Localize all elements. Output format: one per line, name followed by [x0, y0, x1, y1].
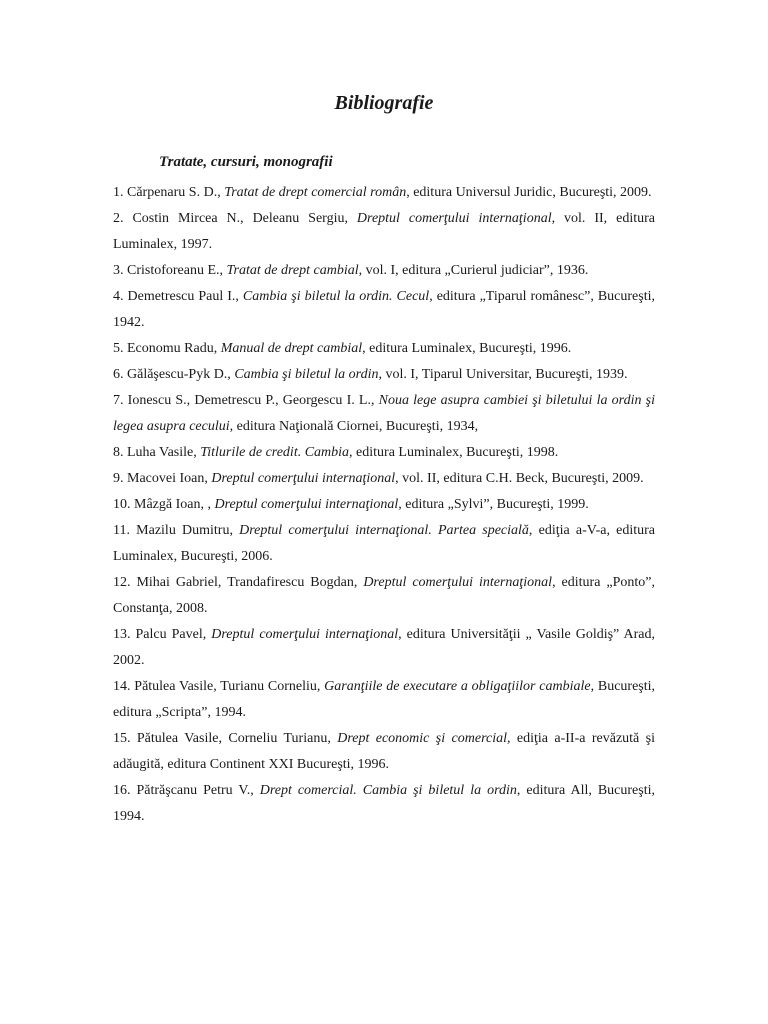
entry-publication-details: , vol. I, editura „Curierul judiciar”, 1936. — [358, 263, 589, 278]
entry-work-title: Drept comercial. Cambia şi biletul la ordin — [259, 783, 517, 798]
bibliography-entry — [113, 362, 655, 388]
entry-work-title: Tratat de drept cambial — [226, 263, 359, 278]
entry-authors: 6. Gălăşescu-Pyk D., — [113, 367, 235, 382]
bibliography-entry — [113, 336, 655, 362]
bibliography-entry — [113, 492, 655, 518]
entry-work-title: Dreptul comerţului internaţional — [356, 211, 552, 226]
entry-work-title: Noua lege asupra cambiei şi biletului la ordin şi legea asupra cecului — [113, 393, 655, 434]
bibliography-entry — [113, 570, 655, 622]
entry-publication-details: , vol. II, editura Luminalex, 1997. — [113, 211, 655, 252]
bibliography-entry — [113, 180, 655, 206]
entry-authors: 16. Pătrăşcanu Petru V., — [113, 783, 260, 798]
bibliography-entry — [113, 778, 655, 830]
entry-authors: 14. Pătulea Vasile, Turianu Corneliu, — [113, 679, 325, 694]
bibliography-entry — [113, 440, 655, 466]
bibliography-entry — [113, 622, 655, 674]
bibliography-entry — [113, 388, 655, 440]
section-heading: Tratate, cursuri, monografii — [159, 154, 333, 170]
entry-authors: 11. Mazilu Dumitru, — [113, 523, 240, 538]
bibliography-list — [113, 180, 655, 830]
entry-work-title: Dreptul comerţului internaţional — [211, 471, 396, 486]
entry-work-title: Dreptul comerţului internaţional. Partea specială — [239, 523, 529, 538]
entry-authors: 3. Cristoforeanu E., — [113, 263, 227, 278]
entry-authors: 4. Demetrescu Paul I., — [113, 289, 243, 304]
entry-work-title: Manual de drept cambial — [220, 341, 363, 356]
entry-publication-details: , editura „Sylvi”, Bucureşti, 1999. — [398, 497, 589, 512]
entry-publication-details: , editura Luminalex, Bucureşti, 1998. — [349, 445, 559, 460]
entry-publication-details: , editura All, Bucureşti, 1994. — [113, 783, 655, 824]
entry-publication-details: , editura Universităţii „ Vasile Goldiş” Arad, 2002. — [113, 627, 655, 668]
entry-publication-details: , editura Universul Juridic, Bucureşti, 2009. — [406, 185, 652, 200]
bibliography-entry — [113, 206, 655, 258]
entry-publication-details: , editura „Tiparul românesc”, Bucureşti, 1942. — [113, 289, 655, 330]
entry-publication-details: , vol. I, Tiparul Universitar, Bucureşti, 1939. — [378, 367, 628, 382]
bibliography-entry — [113, 466, 655, 492]
entry-publication-details: , editura Luminalex, Bucureşti, 1996. — [362, 341, 572, 356]
entry-authors: 1. Cărpenaru S. D., — [113, 185, 225, 200]
entry-authors: 8. Luha Vasile, — [113, 445, 201, 460]
entry-publication-details: , editura Naţională Ciornei, Bucureşti, 1934, — [229, 419, 479, 434]
entry-authors: 2. Costin Mircea N., Deleanu Sergiu, — [113, 211, 357, 226]
entry-publication-details: , ediţia a-II-a revăzută şi adăugită, editura Continent XXI Bucureşti, 1996. — [113, 731, 656, 772]
entry-work-title: Tratat de drept comercial român — [224, 185, 407, 200]
entry-work-title: Titlurile de credit. Cambia — [200, 445, 350, 460]
entry-work-title: Dreptul comerţului internaţional — [211, 627, 399, 642]
entry-authors: 13. Palcu Pavel, — [113, 627, 212, 642]
entry-work-title: Cambia şi biletul la ordin. Cecul — [242, 289, 430, 304]
page-title: Bibliografie — [334, 92, 434, 114]
entry-publication-details: , vol. II, editura C.H. Beck, Bucureşti, 2009. — [395, 471, 644, 486]
entry-authors: 5. Economu Radu, — [113, 341, 221, 356]
bibliography-entry — [113, 284, 655, 336]
entry-work-title: Drept economic şi comercial — [337, 731, 507, 746]
entry-work-title: Cambia şi biletul la ordin — [234, 367, 379, 382]
entry-publication-details: , editura „Ponto”, Constanţa, 2008. — [113, 575, 655, 616]
entry-work-title: Dreptul comerţului internaţional — [214, 497, 399, 512]
bibliography-entry — [113, 518, 655, 570]
bibliography-entry — [113, 726, 655, 778]
entry-work-title: Garanţiile de executare a obligaţiilor cambiale — [324, 679, 591, 694]
bibliography-entry — [113, 674, 655, 726]
entry-publication-details: , ediţia a-V-a, editura Luminalex, Bucureşti, 2006. — [113, 523, 656, 564]
entry-authors: 15. Pătulea Vasile, Corneliu Turianu, — [113, 731, 338, 746]
entry-authors: 10. Mâzgă Ioan, , — [113, 497, 215, 512]
entry-work-title: Dreptul comerţului internaţional — [363, 575, 553, 590]
entry-publication-details: , Bucureşti, editura „Scripta”, 1994. — [113, 679, 656, 720]
bibliography-entry — [113, 258, 655, 284]
entry-authors: 9. Macovei Ioan, — [113, 471, 212, 486]
entry-authors: 7. Ionescu S., Demetrescu P., Georgescu I. L., — [113, 393, 379, 408]
entry-authors: 12. Mihai Gabriel, Trandafirescu Bogdan, — [113, 575, 364, 590]
